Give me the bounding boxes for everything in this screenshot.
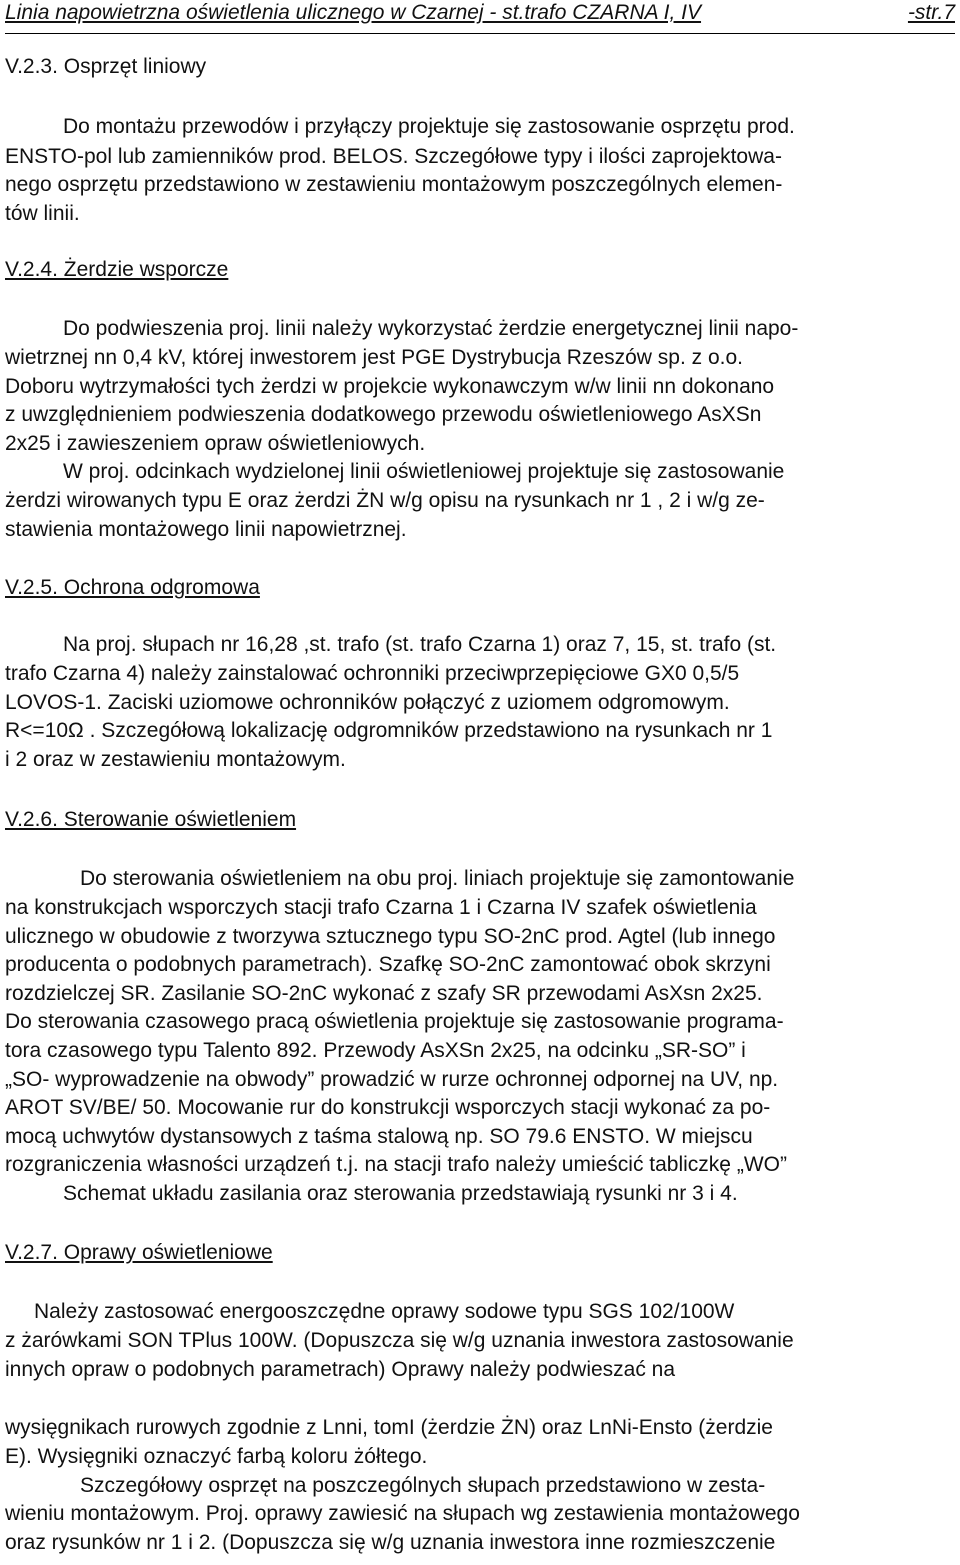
paragraph-line: Doboru wytrzymałości tych żerdzi w projekcie wykonawczym w/w linii nn dokonano [5,375,775,398]
section-heading: V.2.4. Żerdzie wsporcze [5,258,229,281]
paragraph-line: wieniu montażowym. Proj. oprawy zawiesić na słupach wg zestawienia montażowego [5,1502,800,1525]
paragraph-line: W proj. odcinkach wydzielonej linii oświetleniowej projektuje się zastosowanie [63,460,785,483]
paragraph-line: Do sterowania czasowego pracą oświetlenia projektuje się zastosowanie programa- [5,1010,784,1033]
paragraph-line: Na proj. słupach nr 16,28 ,st. trafo (st. trafo Czarna 1) oraz 7, 15, st. trafo (st. [63,633,777,656]
paragraph-line: rozgraniczenia własności urządzeń t.j. na stacji trafo należy umieścić tabliczkę „WO” [5,1153,787,1176]
page-header [5,0,955,34]
paragraph-line: na konstrukcjach wsporczych stacji trafo Czarna 1 i Czarna IV szafek oświetlenia [5,896,757,919]
section-heading: V.2.6. Sterowanie oświetleniem [5,808,297,831]
paragraph-line: z żarówkami SON TPlus 100W. (Dopuszcza się w/g uznania inwestora zastosowanie [5,1329,794,1352]
paragraph-line: żerdzi wirowanych typu E oraz żerdzi ŻN w/g opisu na rysunkach nr 1 , 2 i w/g ze- [5,489,765,512]
paragraph-line: stawienia montażowego linii napowietrznej. [5,518,407,541]
paragraph-line: Do sterowania oświetleniem na obu proj. liniach projektuje się zamontowanie [80,867,795,890]
paragraph-line: producenta o podobnych parametrach). Szafkę SO-2nC zamontować obok skrzyni [5,953,771,976]
paragraph-line: ENSTO-pol lub zamienników prod. BELOS. Szczegółowe typy i ilości zaprojektowa- [5,145,782,168]
paragraph-line: „SO- wyprowadzenie na obwody” prowadzić w rurze ochronnej odpornej na UV, np. [5,1068,779,1091]
paragraph-line: 2x25 i zawieszeniem opraw oświetleniowych. [5,432,426,455]
paragraph-line: z uwzględnieniem podwieszenia dodatkowego przewodu oświetleniowego AsXSn [5,403,762,426]
paragraph-line: i 2 oraz w zestawieniu montażowym. [5,748,346,771]
paragraph-line: Należy zastosować energooszczędne oprawy sodowe typu SGS 102/100W [34,1300,735,1323]
header-title: Linia napowietrzna oświetlenia ulicznego w Czarnej - st.trafo CZARNA I, IV [5,1,702,24]
paragraph-line: ulicznego w obudowie z tworzywa sztucznego typu SO-2nC prod. Agtel (lub innego [5,925,776,948]
section-heading: V.2.3. Osprzęt liniowy [5,55,207,78]
paragraph-line: wysięgnikach rurowych zgodnie z Lnni, tomI (żerdzie ŻN) oraz LnNi-Ensto (żerdzie [5,1416,773,1439]
paragraph-line: Do montażu przewodów i przyłączy projektuje się zastosowanie osprzętu prod. [63,115,795,138]
paragraph-line: AROT SV/BE/ 50. Mocowanie rur do konstrukcji wsporczych stacji wykonać za po- [5,1096,771,1119]
paragraph-line: wietrznej nn 0,4 kV, której inwestorem jest PGE Dystrybucja Rzeszów sp. z o.o. [5,346,744,369]
paragraph-line: Schemat układu zasilania oraz sterowania przedstawiają rysunki nr 3 i 4. [63,1182,738,1205]
paragraph-line: R<=10Ω . Szczegółową lokalizację odgromników przedstawiono na rysunkach nr 1 [5,719,773,742]
paragraph-line: rozdzielczej SR. Zasilanie SO-2nC wykonać z szafy SR przewodami AsXsn 2x25. [5,982,763,1005]
paragraph-line: E). Wysięgniki oznaczyć farbą koloru żółtego. [5,1445,428,1468]
paragraph-line: mocą uchwytów dystansowych z taśma stalową np. SO 79.6 ENSTO. W miejscu [5,1125,753,1148]
page-number: -str.7 [907,1,955,24]
paragraph-line: Do podwieszenia proj. linii należy wykorzystać żerdzie energetycznej linii napo- [63,317,799,340]
section-heading: V.2.7. Oprawy oświetleniowe [5,1241,273,1264]
paragraph-line: LOVOS-1. Zaciski uziomowe ochronników połączyć z uziomem odgromowym. [5,691,730,714]
paragraph-line: trafo Czarna 4) należy zainstalować ochronniki przeciwprzepięciowe GX0 0,5/5 [5,662,740,685]
paragraph-line: nego osprzętu przedstawiono w zestawieniu montażowym poszczególnych elemen- [5,173,783,196]
paragraph-line: oraz rysunków nr 1 i 2. (Dopuszcza się w/g uznania inwestora inne rozmieszczenie [5,1531,776,1554]
paragraph-line: tów linii. [5,202,80,225]
paragraph-line: Szczegółowy osprzęt na poszczególnych słupach przedstawiono w zesta- [80,1474,766,1497]
paragraph-line: innych opraw o podobnych parametrach) Oprawy należy podwieszać na [5,1358,676,1381]
paragraph-line: tora czasowego typu Talento 892. Przewody AsXSn 2x25, na odcinku „SR-SO” i [5,1039,746,1062]
section-heading: V.2.5. Ochrona odgromowa [5,576,260,599]
